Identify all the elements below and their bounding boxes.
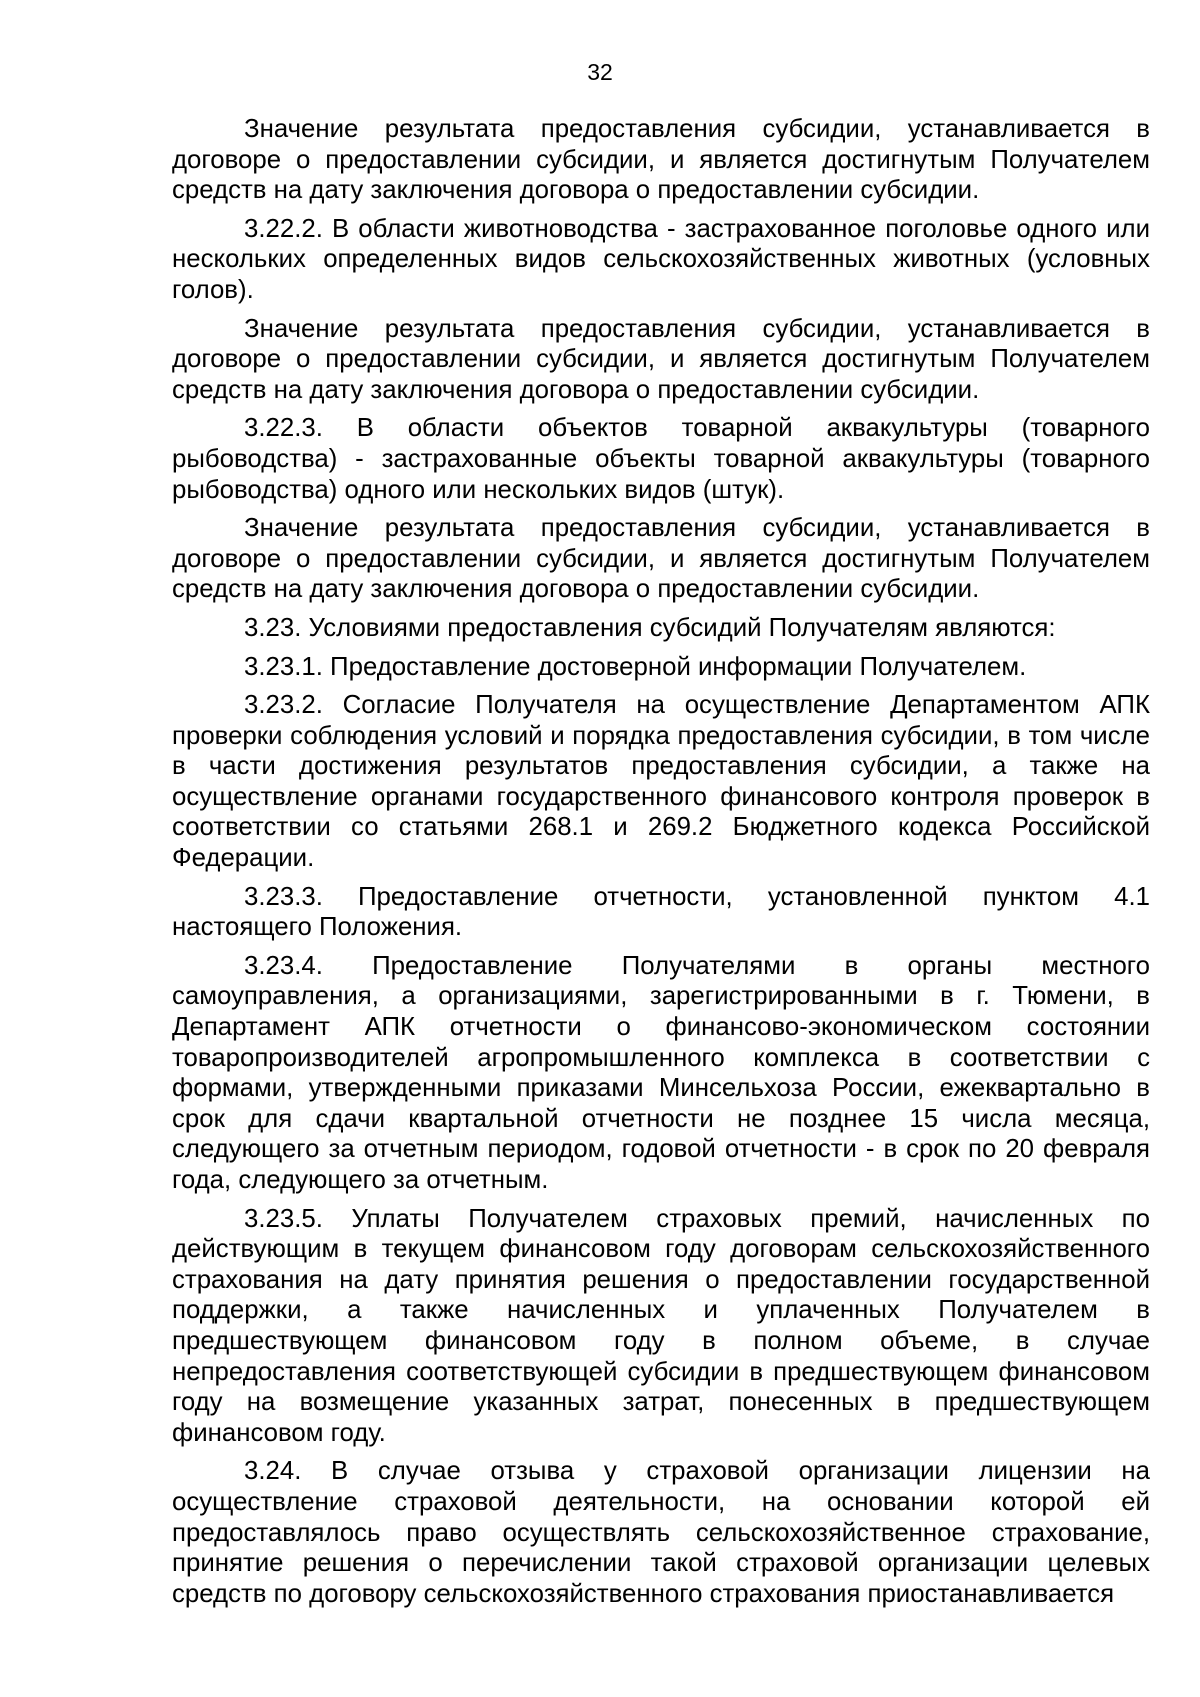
paragraph-result-value-3: Значение результата предоставления субсидии, устанавливается в договоре о предоставлении субсидии, и является достигнутым Получателем средств на дату заключения договора о предоставлении субсидии. bbox=[172, 514, 1150, 604]
paragraph-result-value-1: Значение результата предоставления субсидии, устанавливается в договоре о предоставлении субсидии, и является достигнутым Получателем средств на дату заключения договора о предоставлении субсидии. bbox=[172, 115, 1150, 205]
paragraph-3-23-5: 3.23.5. Уплаты Получателем страховых премий, начисленных по действующим в текущем финансовом году договорам сельскохозяйственного страхования на дату принятия решения о предоставлении государственной поддержки, а также начисленных и уплаченных Получателем в предшествующем финансовом году в полном объеме, в случае непредоставления соответствующей субсидии в предшествующем финансовом году на возмещение указанных затрат, понесенных в предшествующем финансовом году. bbox=[172, 1204, 1150, 1447]
paragraph-3-23-3: 3.23.3. Предоставление отчетности, установленной пунктом 4.1 настоящего Положения. bbox=[172, 882, 1150, 942]
paragraph-3-23-1: 3.23.1. Предоставление достоверной информации Получателем. bbox=[244, 652, 1027, 681]
paragraph-3-23-2: 3.23.2. Согласие Получателя на осуществление Департаментом АПК проверки соблюдения условий и порядка предоставления субсидии, в том числе в части достижения результатов предоставления субсидии, а также на осуществление органами государственного финансового контроля проверок в соответствии со статьями 268.1 и 269.2 Бюджетного кодекса Российской Федерации. bbox=[172, 691, 1150, 873]
paragraph-3-23-4: 3.23.4. Предоставление Получателями в органы местного самоуправления, а организациями, зарегистрированными в г. Тюмени, в Департамент АПК отчетности о финансово-экономическом состоянии товаропроизводителей агропромышленного комплекса в соответствии с формами, утвержденными приказами Минсельхоза России, ежеквартально в срок для сдачи квартальной отчетности не позднее 15 числа месяца, следующего за отчетным периодом, годовой отчетности - в срок по 20 февраля года, следующего за отчетным. bbox=[172, 951, 1150, 1194]
paragraph-3-23: 3.23. Условиями предоставления субсидий Получателям являются: bbox=[244, 613, 1056, 642]
paragraph-3-22-2: 3.22.2. В области животноводства - застрахованное поголовье одного или нескольких определенных видов сельскохозяйственных животных (условных голов). bbox=[172, 214, 1150, 304]
page-number: 32 bbox=[587, 59, 613, 85]
paragraph-3-22-3: 3.22.3. В области объектов товарной аквакультуры (товарного рыбоводства) - застрахованные объекты товарной аквакультуры (товарного рыбоводства) одного или нескольких видов (штук). bbox=[172, 414, 1150, 504]
paragraph-3-24: 3.24. В случае отзыва у страховой организации лицензии на осуществление страховой деятельности, на основании которой ей предоставлялось право осуществлять сельскохозяйственное страхование, принятие решения о перечислении такой страховой организации целевых средств по договору сельскохозяйственного страхования приостанавливается bbox=[172, 1457, 1150, 1608]
document-body bbox=[172, 114, 1150, 1617]
paragraph-result-value-2: Значение результата предоставления субсидии, устанавливается в договоре о предоставлении субсидии, и является достигнутым Получателем средств на дату заключения договора о предоставлении субсидии. bbox=[172, 314, 1150, 404]
